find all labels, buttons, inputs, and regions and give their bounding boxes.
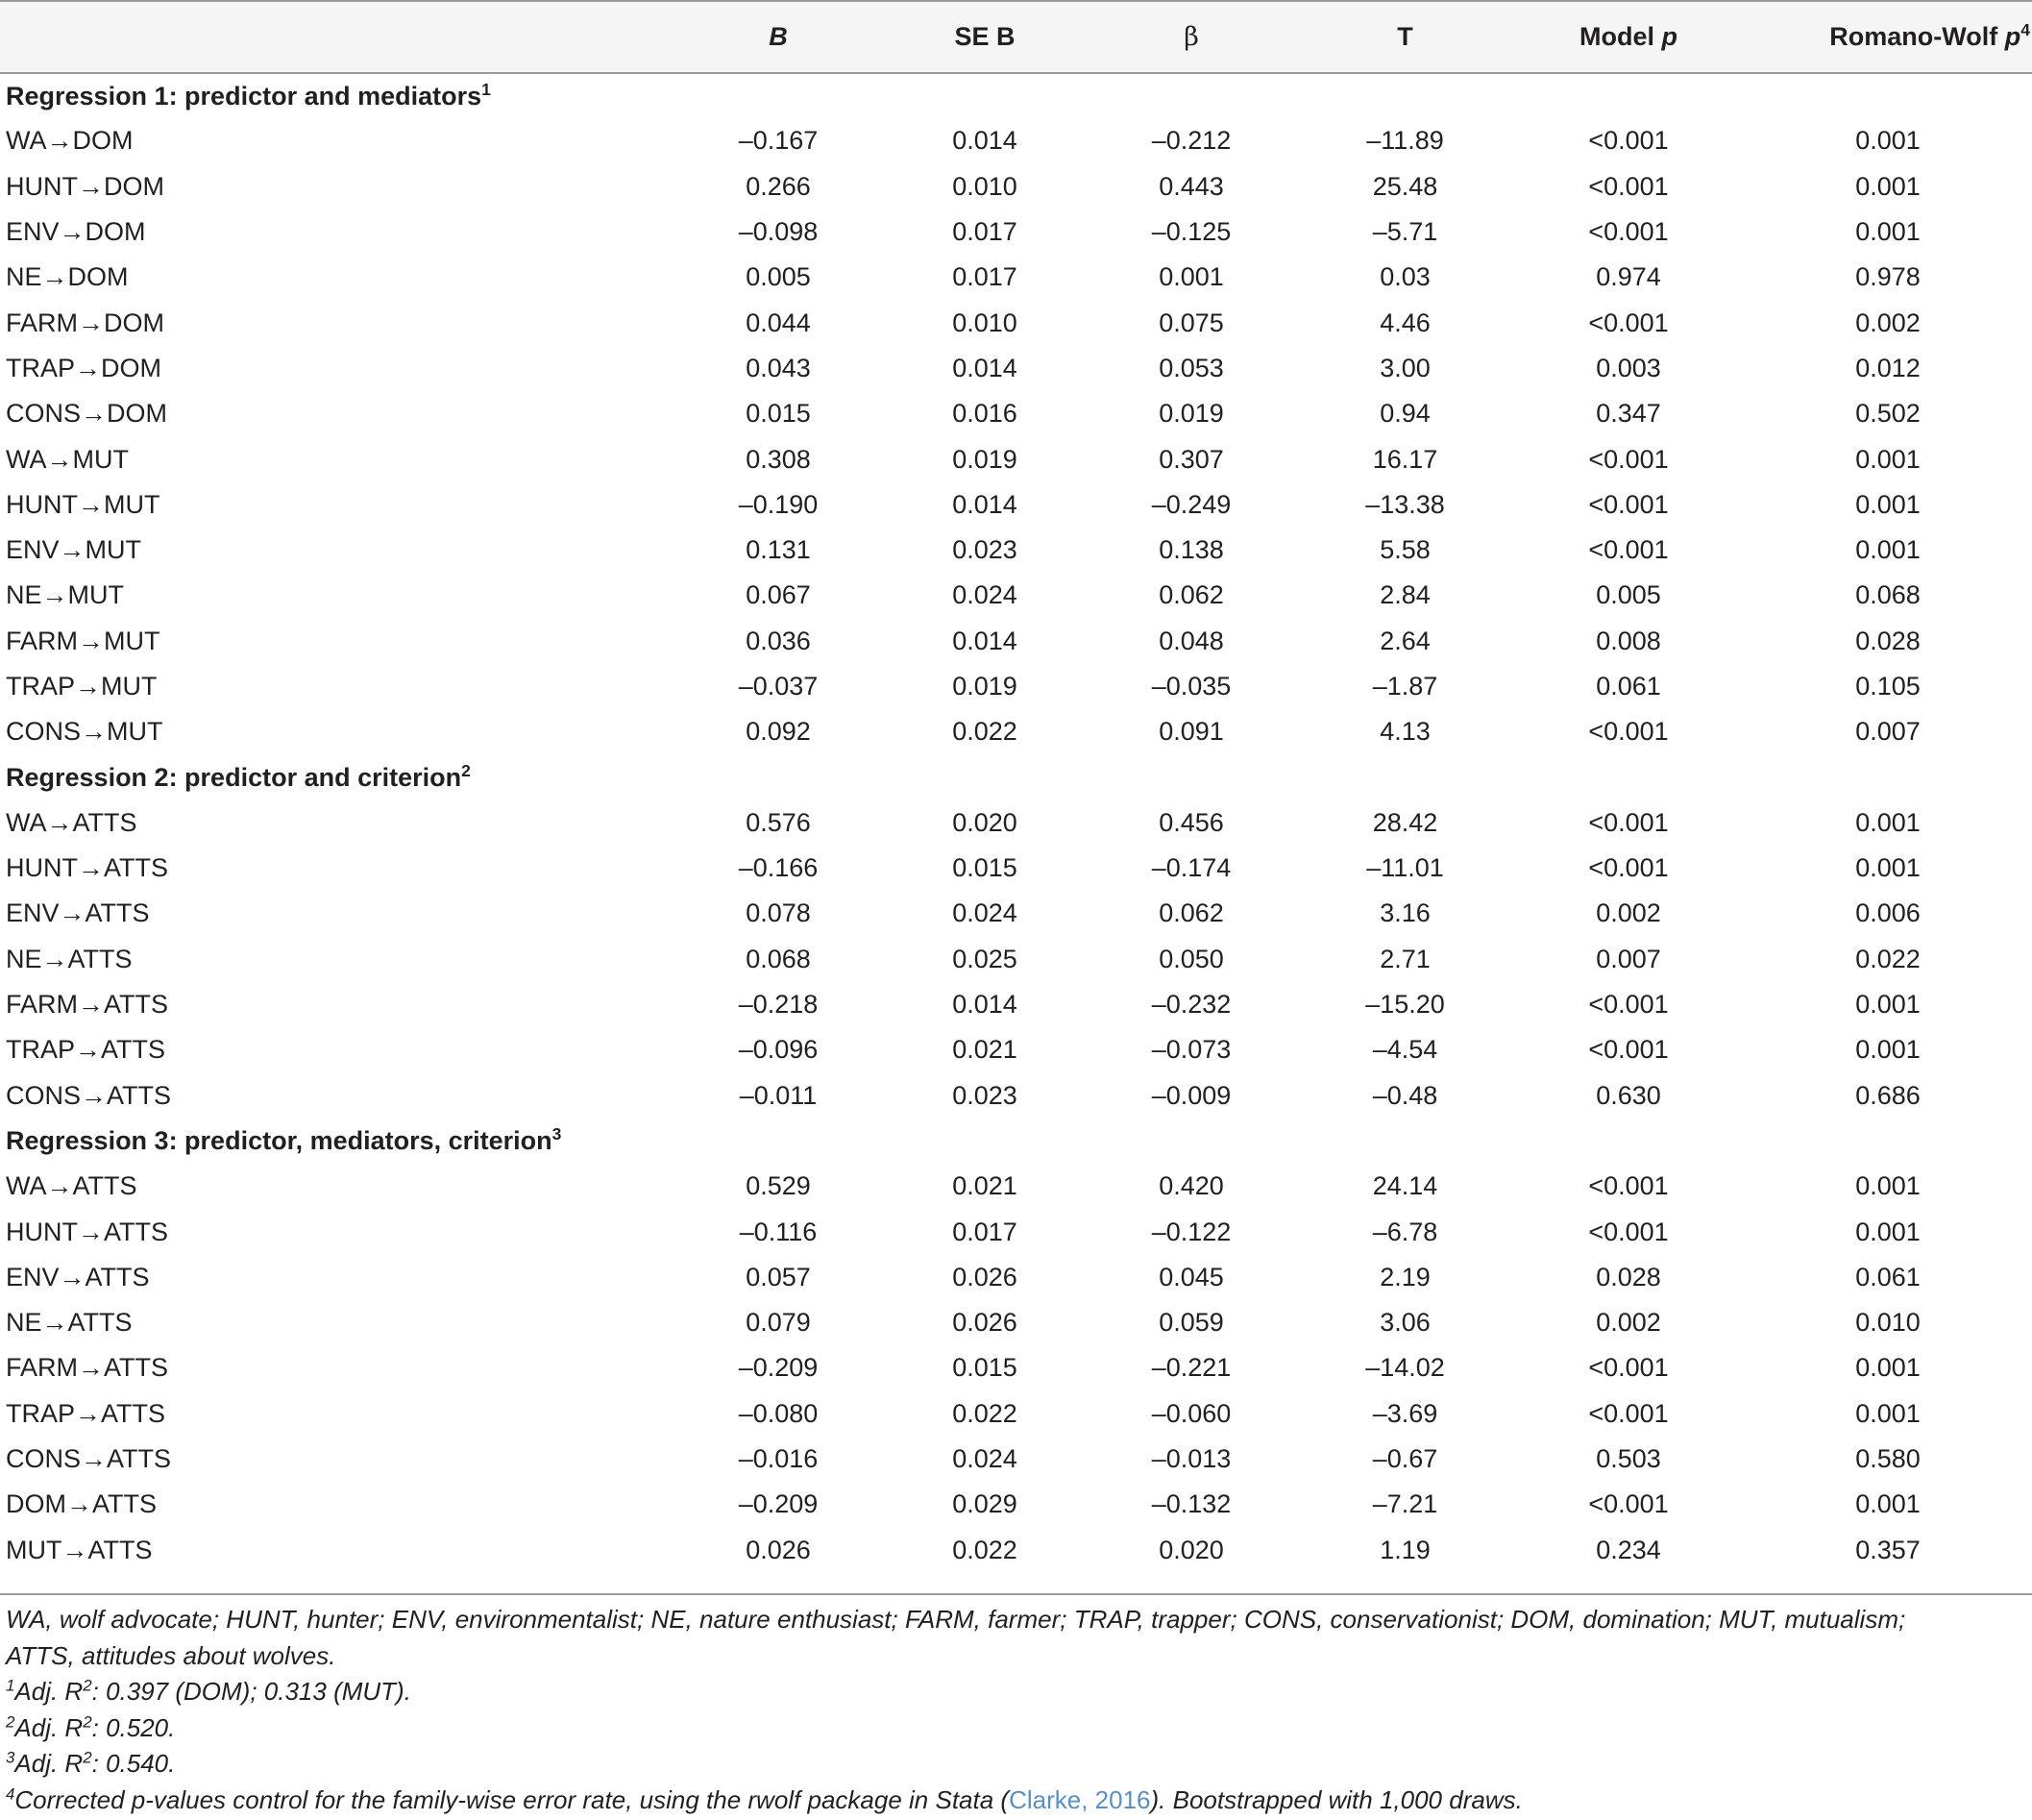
footnote-3-text-b: : 0.540. (91, 1749, 176, 1778)
se-b-value: 0.014 (952, 990, 1017, 1020)
header-romano-wolf-p (1744, 1, 2032, 73)
t-value: –1.87 (1372, 672, 1438, 701)
b-value: –0.190 (738, 489, 819, 519)
t-value: 2.64 (1380, 626, 1431, 655)
path-label: NE→DOM (6, 262, 129, 292)
romano-wolf-p-value: 0.001 (1855, 535, 1921, 565)
path-label: CONS→DOM (6, 399, 167, 429)
b-value: 0.005 (746, 262, 811, 292)
beta-value: –0.122 (1151, 1217, 1232, 1246)
t-value: 16.17 (1372, 444, 1438, 474)
path-label: NE→ATTS (6, 944, 133, 973)
t-value: 2.84 (1380, 580, 1431, 610)
b-value: –0.116 (739, 1217, 818, 1246)
path-label: DOM→ATTS (6, 1489, 157, 1519)
path-label: WA→ATTS (6, 807, 137, 837)
b-value: –0.098 (738, 217, 819, 247)
se-b-value: 0.017 (952, 1217, 1017, 1246)
header-romano-wolf-label: Romano-Wolf (1829, 22, 2005, 51)
beta-value: –0.132 (1151, 1489, 1232, 1519)
t-value: 24.14 (1372, 1171, 1438, 1201)
beta-value: 0.091 (1159, 717, 1224, 747)
se-b-value: 0.029 (952, 1489, 1017, 1519)
beta-value: 0.420 (1159, 1171, 1224, 1201)
t-value: –3.69 (1372, 1398, 1438, 1428)
header-beta (1086, 1, 1297, 73)
romano-wolf-p-value: 0.978 (1855, 262, 1921, 292)
model-p-value: 0.002 (1596, 898, 1661, 928)
romano-wolf-p-value: 0.686 (1855, 1080, 1921, 1110)
se-b-value: 0.017 (952, 217, 1017, 247)
footnote-2-text-a: Adj. R (14, 1712, 84, 1742)
se-b-value: 0.021 (952, 1171, 1017, 1201)
se-b-value: 0.015 (952, 853, 1017, 883)
b-value: –0.011 (739, 1080, 818, 1110)
model-p-value: <0.001 (1588, 1171, 1669, 1201)
se-b-value: 0.017 (952, 262, 1017, 292)
b-value: –0.037 (738, 672, 819, 701)
model-p-value: <0.001 (1588, 126, 1669, 156)
path-label: CONS→ATTS (6, 1444, 172, 1474)
se-b-value: 0.014 (952, 626, 1017, 655)
header-t: T (1297, 1, 1513, 73)
romano-wolf-p-value: 0.502 (1855, 399, 1921, 429)
t-value: 1.19 (1380, 1535, 1431, 1564)
se-b-value: 0.022 (952, 717, 1017, 747)
beta-value: 0.045 (1159, 1262, 1224, 1291)
footnote-abbreviations-2: ATTS, attitudes about wolves. (6, 1640, 336, 1670)
se-b-value: 0.026 (952, 1308, 1017, 1338)
se-b-value: 0.015 (952, 1353, 1017, 1383)
t-value: 28.42 (1372, 807, 1438, 837)
se-b-value: 0.023 (952, 1080, 1017, 1110)
header-row (0, 1, 2032, 73)
model-p-value: <0.001 (1588, 535, 1669, 565)
section-title-text: Regression 2: predictor and criterion (6, 762, 462, 792)
model-p-value: 0.234 (1596, 1535, 1661, 1564)
section-title-text: Regression 3: predictor, mediators, criterion (6, 1125, 552, 1155)
table-row (0, 1437, 2032, 1482)
model-p-value: 0.002 (1596, 1308, 1661, 1338)
table-row (0, 1345, 2032, 1390)
path-label: CONS→ATTS (6, 1080, 172, 1110)
header-b (673, 1, 884, 73)
b-value: 0.266 (746, 171, 811, 201)
table-row (0, 255, 2032, 300)
beta-value: 0.050 (1159, 944, 1224, 973)
b-value: –0.167 (738, 126, 819, 156)
path-label: TRAP→ATTS (6, 1398, 166, 1428)
t-value: –15.20 (1365, 990, 1445, 1020)
t-value: –4.54 (1372, 1035, 1438, 1065)
t-value: 3.16 (1380, 898, 1431, 928)
se-b-value: 0.025 (952, 944, 1017, 973)
t-value: –11.01 (1366, 853, 1444, 883)
citation-link-clarke-2016[interactable]: Clarke, 2016 (1009, 1784, 1151, 1814)
header-se-b: SE B (884, 1, 1086, 73)
table-row (0, 1482, 2032, 1527)
path-label: ENV→ATTS (6, 898, 150, 928)
b-value: 0.079 (746, 1308, 811, 1338)
path-label: MUT→ATTS (6, 1535, 153, 1564)
table-header (0, 1, 2032, 73)
footnote-1 (6, 1674, 2023, 1710)
table-row (0, 891, 2032, 936)
path-label: WA→ATTS (6, 1171, 137, 1201)
b-value: 0.057 (746, 1262, 811, 1291)
footnote-2-text-b: : 0.520. (91, 1712, 176, 1742)
t-value: 4.13 (1380, 717, 1431, 747)
t-value: –7.21 (1372, 1489, 1438, 1519)
footnote-3-text-a: Adj. R (14, 1749, 84, 1778)
path-label: NE→MUT (6, 580, 124, 610)
path-label: FARM→MUT (6, 626, 160, 655)
table-row (0, 164, 2032, 209)
model-p-value: <0.001 (1588, 444, 1669, 474)
se-b-value: 0.024 (952, 898, 1017, 928)
se-b-value: 0.014 (952, 489, 1017, 519)
model-p-value: <0.001 (1588, 717, 1669, 747)
table-row (0, 1391, 2032, 1437)
table-row (0, 573, 2032, 618)
section-title (0, 1119, 2032, 1164)
table-row (0, 800, 2032, 846)
romano-wolf-p-value: 0.001 (1855, 1489, 1921, 1519)
romano-wolf-p-value: 0.105 (1855, 672, 1921, 701)
footnote-2 (6, 1710, 2023, 1747)
b-value: 0.576 (746, 807, 811, 837)
table-row (0, 482, 2032, 528)
t-value: 3.00 (1380, 353, 1431, 382)
footnote-1-text-b: : 0.397 (DOM); 0.313 (MUT). (91, 1677, 411, 1706)
table-row (0, 1164, 2032, 1209)
footnote-4-text-b: ). Bootstrapped with 1,000 draws. (1150, 1784, 1523, 1814)
beta-value: 0.075 (1159, 307, 1224, 337)
romano-wolf-p-value: 0.028 (1855, 626, 1921, 655)
path-label: HUNT→DOM (6, 171, 164, 201)
b-value: –0.016 (738, 1444, 819, 1474)
se-b-value: 0.010 (952, 307, 1017, 337)
model-p-value: <0.001 (1588, 1353, 1669, 1383)
footnote-2-marker: 2 (6, 1711, 15, 1731)
table-row (0, 709, 2032, 754)
beta-value: –0.060 (1151, 1398, 1232, 1428)
romano-wolf-p-value: 0.006 (1855, 898, 1921, 928)
b-value: –0.080 (738, 1398, 819, 1428)
path-label: WA→DOM (6, 126, 134, 156)
beta-value: –0.009 (1151, 1080, 1232, 1110)
model-p-value: <0.001 (1588, 307, 1669, 337)
path-label: TRAP→MUT (6, 672, 158, 701)
header-path (0, 1, 673, 73)
beta-value: 0.062 (1159, 898, 1224, 928)
path-label: TRAP→ATTS (6, 1035, 166, 1065)
romano-wolf-p-value: 0.012 (1855, 353, 1921, 382)
header-model-p-italic: p (1661, 22, 1677, 51)
se-b-value: 0.022 (952, 1535, 1017, 1564)
beta-value: 0.059 (1159, 1308, 1224, 1338)
romano-wolf-p-value: 0.001 (1855, 990, 1921, 1020)
model-p-value: 0.008 (1596, 626, 1661, 655)
t-value: –0.48 (1372, 1080, 1438, 1110)
se-b-value: 0.020 (952, 807, 1017, 837)
se-b-value: 0.014 (952, 353, 1017, 382)
b-value: 0.078 (746, 898, 811, 928)
b-value: 0.092 (746, 717, 811, 747)
beta-value: 0.020 (1159, 1535, 1224, 1564)
path-label: ENV→ATTS (6, 1262, 150, 1291)
model-p-value: <0.001 (1588, 1489, 1669, 1519)
se-b-value: 0.019 (952, 444, 1017, 474)
t-value: 2.71 (1380, 944, 1431, 973)
b-value: –0.209 (738, 1489, 819, 1519)
table-row (0, 209, 2032, 255)
se-b-value: 0.024 (952, 1444, 1017, 1474)
se-b-value: 0.010 (952, 171, 1017, 201)
b-value: 0.043 (746, 353, 811, 382)
footnote-3-marker: 3 (6, 1748, 15, 1767)
table-row (0, 1528, 2032, 1573)
romano-wolf-p-value: 0.001 (1855, 217, 1921, 247)
beta-value: 0.138 (1159, 535, 1224, 565)
b-value: –0.218 (738, 990, 819, 1020)
model-p-value: 0.005 (1596, 580, 1661, 610)
romano-wolf-p-value: 0.002 (1855, 307, 1921, 337)
beta-value: 0.048 (1159, 626, 1224, 655)
model-p-value: <0.001 (1588, 489, 1669, 519)
beta-value: 0.456 (1159, 807, 1224, 837)
section-title (0, 73, 2032, 118)
section-header-row (0, 73, 2032, 118)
path-label: CONS→MUT (6, 717, 163, 747)
t-value: 0.94 (1380, 399, 1431, 429)
path-label: HUNT→ATTS (6, 853, 168, 883)
path-label: FARM→ATTS (6, 990, 169, 1020)
t-value: –13.38 (1365, 489, 1445, 519)
t-value: –14.02 (1365, 1353, 1445, 1383)
b-value: –0.166 (738, 853, 819, 883)
path-label: NE→ATTS (6, 1308, 133, 1338)
romano-wolf-p-value: 0.357 (1855, 1535, 1921, 1564)
table-row (0, 1255, 2032, 1300)
header-model-p-label: Model (1579, 22, 1662, 51)
footnote-3-exp: 2 (83, 1748, 92, 1767)
t-value: 0.03 (1380, 262, 1431, 292)
beta-value: –0.249 (1151, 489, 1232, 519)
footnote-2-exp: 2 (83, 1711, 92, 1731)
model-p-value: <0.001 (1588, 1398, 1669, 1428)
se-b-value: 0.022 (952, 1398, 1017, 1428)
beta-value: –0.125 (1151, 217, 1232, 247)
beta-value: –0.212 (1151, 126, 1232, 156)
se-b-value: 0.026 (952, 1262, 1017, 1291)
romano-wolf-p-value: 0.001 (1855, 853, 1921, 883)
footnote-1-exp: 2 (83, 1676, 92, 1695)
t-value: 2.19 (1380, 1262, 1431, 1291)
table-row (0, 937, 2032, 982)
t-value: 5.58 (1380, 535, 1431, 565)
b-value: 0.308 (746, 444, 811, 474)
path-label: FARM→ATTS (6, 1353, 169, 1383)
model-p-value: 0.028 (1596, 1262, 1661, 1291)
table-row (0, 664, 2032, 709)
path-label: FARM→DOM (6, 307, 164, 337)
model-p-value: 0.061 (1596, 672, 1661, 701)
table-row (0, 346, 2032, 391)
beta-value: 0.307 (1159, 444, 1224, 474)
se-b-value: 0.023 (952, 535, 1017, 565)
t-value: –0.67 (1372, 1444, 1438, 1474)
romano-wolf-p-value: 0.001 (1855, 126, 1921, 156)
table-row (0, 1027, 2032, 1072)
b-value: 0.044 (746, 307, 811, 337)
romano-wolf-p-value: 0.010 (1855, 1308, 1921, 1338)
beta-value: –0.174 (1151, 853, 1232, 883)
footnote-abbreviations-1: WA, wolf advocate; HUNT, hunter; ENV, environmentalist; NE, nature enthusiast; FARM, farmer; TRAP, trapper; CONS, conservationist; DOM, domination; MUT, mutualism; (6, 1605, 1906, 1634)
beta-value: 0.443 (1159, 171, 1224, 201)
table-row (0, 846, 2032, 891)
b-value: 0.529 (746, 1171, 811, 1201)
romano-wolf-p-value: 0.068 (1855, 580, 1921, 610)
t-value: –6.78 (1372, 1217, 1438, 1246)
table-row (0, 118, 2032, 163)
romano-wolf-p-value: 0.001 (1855, 1398, 1921, 1428)
romano-wolf-p-value: 0.001 (1855, 1171, 1921, 1201)
model-p-value: 0.974 (1596, 262, 1661, 292)
beta-value: –0.013 (1151, 1444, 1232, 1474)
romano-wolf-p-value: 0.007 (1855, 717, 1921, 747)
beta-value: 0.001 (1159, 262, 1224, 292)
romano-wolf-p-value: 0.001 (1855, 171, 1921, 201)
se-b-value: 0.014 (952, 126, 1017, 156)
b-value: 0.026 (746, 1535, 811, 1564)
t-value: –5.71 (1372, 217, 1438, 247)
se-b-value: 0.016 (952, 399, 1017, 429)
table-row (0, 1073, 2032, 1119)
section-title-sup: 2 (461, 760, 471, 780)
path-label: TRAP→DOM (6, 353, 161, 382)
model-p-value: 0.007 (1596, 944, 1661, 973)
model-p-value: <0.001 (1588, 990, 1669, 1020)
footnote-3 (6, 1746, 2023, 1783)
romano-wolf-p-value: 0.061 (1855, 1262, 1921, 1291)
path-label: HUNT→ATTS (6, 1217, 168, 1246)
path-label: ENV→MUT (6, 535, 141, 565)
table-row (0, 982, 2032, 1027)
table-row (0, 619, 2032, 664)
footnote-4-marker: 4 (6, 1783, 15, 1803)
section-title (0, 754, 2032, 799)
model-p-value: 0.347 (1596, 399, 1661, 429)
model-p-value: 0.630 (1596, 1080, 1661, 1110)
se-b-value: 0.021 (952, 1035, 1017, 1065)
model-p-value: <0.001 (1588, 1217, 1669, 1246)
header-romano-wolf-italic: p (2004, 22, 2021, 51)
footnote-1-marker: 1 (6, 1676, 15, 1695)
romano-wolf-p-value: 0.001 (1855, 807, 1921, 837)
table-row (0, 436, 2032, 481)
romano-wolf-p-value: 0.580 (1855, 1444, 1921, 1474)
table-row (0, 1300, 2032, 1345)
table-row (0, 1209, 2032, 1254)
beta-value: –0.232 (1151, 990, 1232, 1020)
beta-value: –0.073 (1151, 1035, 1232, 1065)
table-body (0, 73, 2032, 1573)
b-value: 0.131 (746, 535, 811, 565)
section-title-text: Regression 1: predictor and mediators (6, 81, 482, 111)
romano-wolf-p-value: 0.001 (1855, 1035, 1921, 1065)
model-p-value: <0.001 (1588, 171, 1669, 201)
section-header-row (0, 754, 2032, 799)
header-model-p (1513, 1, 1744, 73)
table-row (0, 528, 2032, 573)
romano-wolf-p-value: 0.001 (1855, 489, 1921, 519)
section-header-row (0, 1119, 2032, 1164)
table-bottom-rule (0, 1593, 2032, 1595)
header-beta-text: β (1184, 22, 1199, 52)
table-row (0, 391, 2032, 436)
header-romano-wolf-sup: 4 (2020, 20, 2030, 39)
header-b-text: B (769, 22, 788, 51)
beta-value: 0.062 (1159, 580, 1224, 610)
se-b-value: 0.019 (952, 672, 1017, 701)
t-value: –11.89 (1366, 126, 1444, 156)
b-value: 0.068 (746, 944, 811, 973)
b-value: –0.096 (738, 1035, 819, 1065)
b-value: –0.209 (738, 1353, 819, 1383)
beta-value: –0.221 (1151, 1353, 1232, 1383)
model-p-value: <0.001 (1588, 217, 1669, 247)
t-value: 25.48 (1372, 171, 1438, 201)
t-value: 4.46 (1380, 307, 1431, 337)
model-p-value: <0.001 (1588, 853, 1669, 883)
section-title-sup: 3 (551, 1123, 562, 1144)
model-p-value: 0.003 (1596, 353, 1661, 382)
section-title-sup: 1 (481, 79, 491, 99)
model-p-value: 0.503 (1596, 1444, 1661, 1474)
romano-wolf-p-value: 0.001 (1855, 1217, 1921, 1246)
b-value: 0.015 (746, 399, 811, 429)
path-label: ENV→DOM (6, 217, 146, 247)
romano-wolf-p-value: 0.022 (1855, 944, 1921, 973)
model-p-value: <0.001 (1588, 807, 1669, 837)
path-label: HUNT→MUT (6, 489, 160, 519)
table-footnotes (6, 1602, 2023, 1818)
beta-value: 0.019 (1159, 399, 1224, 429)
se-b-value: 0.024 (952, 580, 1017, 610)
path-label: WA→MUT (6, 444, 129, 474)
b-value: 0.067 (746, 580, 811, 610)
footnote-4 (6, 1783, 2023, 1819)
t-value: 3.06 (1380, 1308, 1431, 1338)
beta-value: –0.035 (1151, 672, 1232, 701)
footnote-4-text-a: Corrected p-values control for the family-wise error rate, using the rwolf package in Stata ( (14, 1784, 1010, 1814)
footnote-1-text-a: Adj. R (14, 1677, 84, 1706)
beta-value: 0.053 (1159, 353, 1224, 382)
table-row (0, 300, 2032, 345)
model-p-value: <0.001 (1588, 1035, 1669, 1065)
b-value: 0.036 (746, 626, 811, 655)
romano-wolf-p-value: 0.001 (1855, 444, 1921, 474)
romano-wolf-p-value: 0.001 (1855, 1353, 1921, 1383)
